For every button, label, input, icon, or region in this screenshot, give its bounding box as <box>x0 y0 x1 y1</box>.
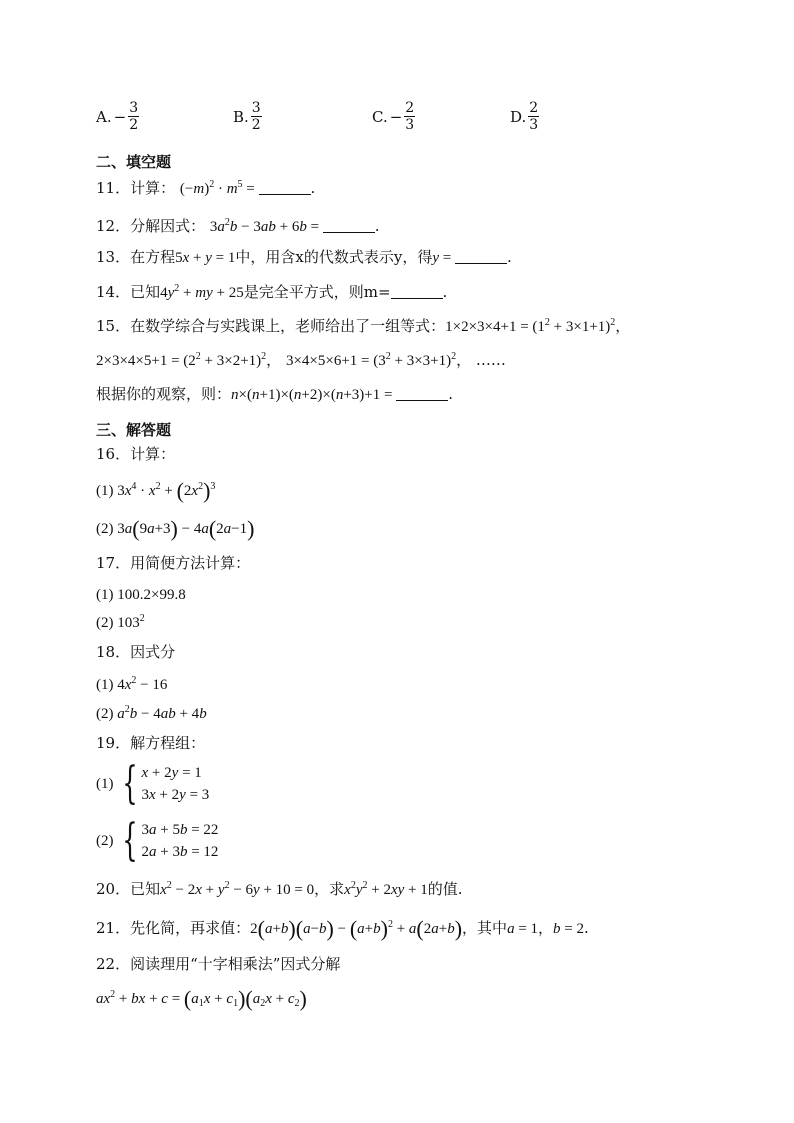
question-15-line-1: 15．在数学综合与实践课上，老师给出了一组等式：$1\times 2\times 3\times 4+1 = (1^2 + 3\times 1+1)^2$， <box>96 317 631 335</box>
question-18-part-1: (1) $4x^2 - 16$ <box>96 675 168 693</box>
question-19-system-2: (2) { 3a + 5b = 22 2a + 3b = 12 <box>96 815 219 866</box>
question-22-formula: $ax^2$ + bx + $c = (a_1x + c_1)(a_2x + c_2)$ <box>96 986 307 1011</box>
question-16: 16．计算： <box>96 445 176 463</box>
fraction: $\frac{2}{3}$ <box>405 100 415 133</box>
question-18-part-2: (2) $a^2b - 4ab + 4b$ <box>96 704 207 722</box>
question-19-system-1: (1) { x + 2y = 1 3x + 2y = 3 <box>96 758 210 809</box>
question-22: 22．阅读理用“十字相乘法”因式分解 <box>96 955 341 973</box>
question-15-line-2: $2\times 3\times 4\times 5+1 = (2^2 + 3\times 2+1)^2$， $3\times 4\times 5\times 6+1 = (3^2 + 3\times 3+1)^2$， …… <box>96 351 506 369</box>
question-18: 18．因式分 <box>96 643 176 661</box>
option-c[interactable]: C. − $\frac{2}{3}$ <box>372 100 415 133</box>
answer-blank[interactable] <box>323 218 375 233</box>
fraction: $\frac{2}{3}$ <box>529 100 539 133</box>
question-17-part-2: (2) $103^2$ <box>96 613 145 631</box>
question-14: 14．已知$4y^2$ + my + 25是完全平方式，则m= . <box>96 283 448 301</box>
question-21: 21．先化简，再求值：$2(a+b)(a-b) - (a+b)^2 + a(2a+b)$，其中a = 1，b = 2. <box>96 916 589 941</box>
question-20: 20．已知$x^2 - 2x + y^2 - 6y + 10 = 0$，求$x^2y^2 + 2xy + 1$的值. <box>96 880 463 898</box>
option-a[interactable]: A. − $\frac{3}{2}$ <box>96 100 139 133</box>
option-b[interactable]: B. $\frac{3}{2}$ <box>233 100 261 133</box>
option-d[interactable]: D. $\frac{2}{3}$ <box>510 100 539 133</box>
question-11: 11．计算： $(-m)^2 \cdot m^5$ = . <box>96 179 316 197</box>
question-15-line-3: 根据你的观察，则：n×(n+1)×(n+2)×(n+3)+1 = . <box>96 385 453 403</box>
question-17: 17．用简便方法计算： <box>96 554 251 572</box>
answer-blank[interactable] <box>396 386 448 401</box>
section-heading-fill-blank: 二、填空题 <box>96 153 172 171</box>
answer-blank[interactable] <box>455 249 507 264</box>
answer-blank[interactable] <box>391 284 443 299</box>
answer-blank[interactable] <box>259 180 311 195</box>
question-19: 19．解方程组： <box>96 734 206 752</box>
question-16-part-1: (1) $3x^4 \cdot x^2 + (2x^2)^3$ <box>96 478 216 503</box>
question-13: 13．在方程5x + y = 1中，用含x的代数式表示y，得y = . <box>96 248 512 266</box>
question-17-part-1: (1) 100.2×99.8 <box>96 587 186 603</box>
question-16-part-2: (2) 3a(9a+3) − 4a(2a−1) <box>96 516 255 541</box>
section-heading-solve: 三、解答题 <box>96 421 172 439</box>
question-12: 12．分解因式： $3a^2b - 3ab + 6b$ = . <box>96 217 380 235</box>
fraction: $\frac{3}{2}$ <box>129 100 139 133</box>
fraction: $\frac{3}{2}$ <box>251 100 261 133</box>
